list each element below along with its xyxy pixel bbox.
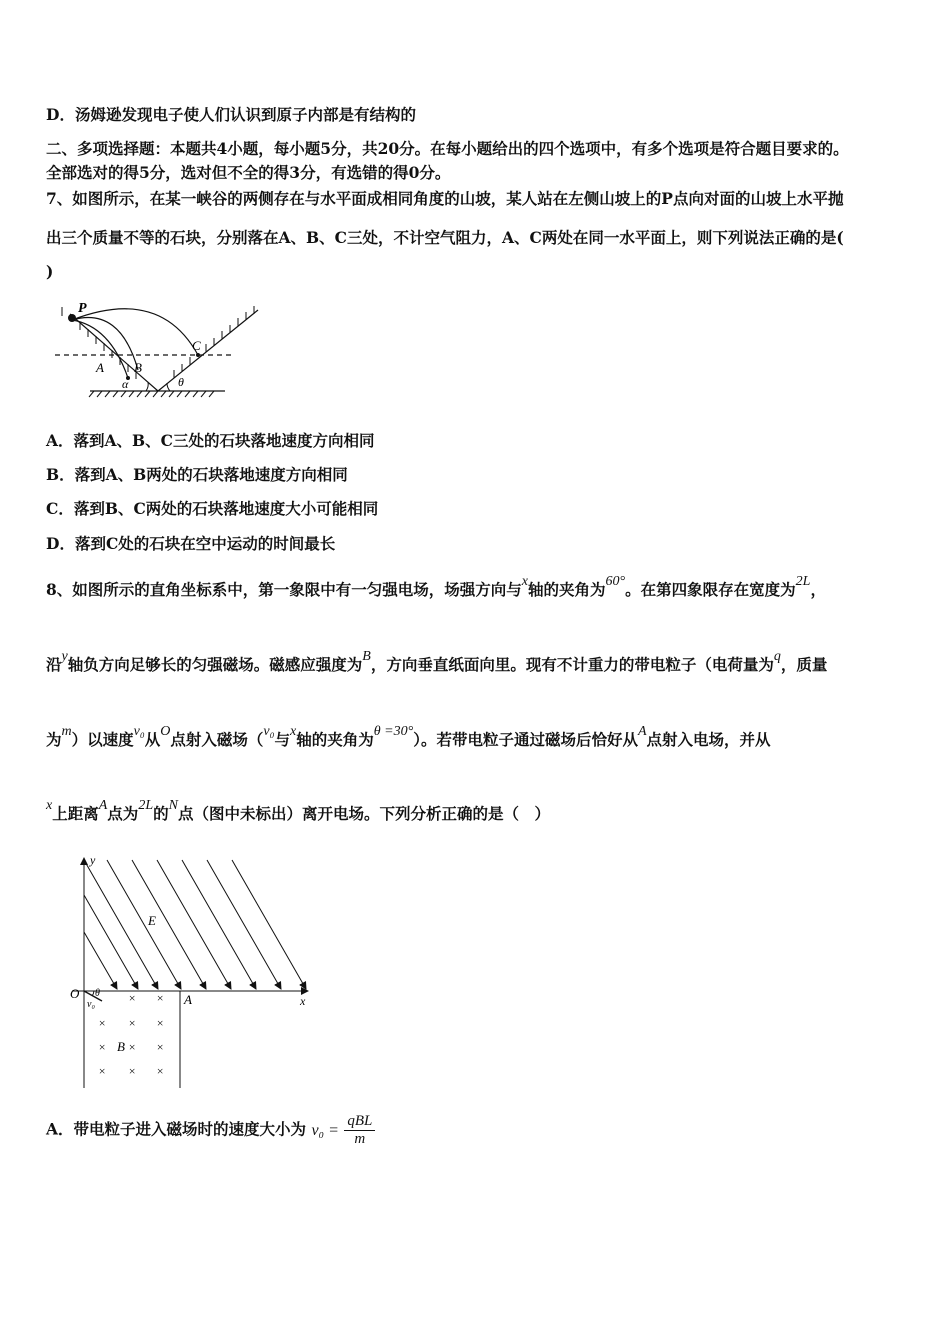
q7-label-theta: θ xyxy=(178,375,184,389)
q8-label-o: O xyxy=(70,986,80,1001)
q7-label-a: A xyxy=(96,360,104,375)
q8-label-v0: v₀ xyxy=(87,999,95,1010)
q7-stem-line1: 7、如图所示，在某一峡谷的两侧存在与水平面成相同角度的山坡，某人站在左侧山坡上的P点向对面的山坡上水平抛 xyxy=(46,189,844,208)
q8-stem-line3: 为m）以速度v₀从O点射入磁场（v₀与x轴的夹角为θ =30°）。若带电粒子通过磁场后恰好从A点射入电场，并从 xyxy=(46,724,771,749)
q7-stem-line2: 出三个质量不等的石块，分别落在A、B、C三处，不计空气阻力，A、C两处在同一水平面上，则下列说法正确的是( xyxy=(46,228,844,247)
q8-stem-line1: 8、如图所示的直角坐标系中，第一象限中有一匀强电场，场强方向与x轴的夹角为60°。在第四象限存在宽度为2L， xyxy=(46,574,826,599)
q8-option-a-lhs: v₀ = xyxy=(311,1121,339,1139)
q8-label-a: A xyxy=(184,992,192,1007)
q8-stem-line4: x上距离A点为2L的N点（图中未标出）离开电场。下列分析正确的是（ ） xyxy=(46,798,550,823)
b-cross: × xyxy=(128,1016,137,1030)
b-cross: × xyxy=(156,1040,165,1054)
q8-option-a: A．带电粒子进入磁场时的速度大小为 v₀ = $\frac{\text{qBL}}{m}$ xyxy=(46,1113,375,1148)
q7-option-c: C．落到B、C两处的石块落地速度大小可能相同 xyxy=(46,499,379,518)
b-cross: × xyxy=(128,1040,137,1054)
q7-option-d: D．落到C处的石块在空中运动的时间最长 xyxy=(46,534,336,553)
q8-label-b: B xyxy=(117,1039,125,1054)
q7-valley-figure xyxy=(50,296,265,406)
q7-label-p: P xyxy=(78,301,87,316)
q8-label-e: E xyxy=(148,913,156,928)
q7-option-a: A．落到A、B、C三处的石块落地速度方向相同 xyxy=(46,431,375,450)
b-cross: × xyxy=(98,1064,107,1078)
q8-label-y: y xyxy=(90,853,96,867)
q7-label-c: C xyxy=(192,338,201,353)
b-cross: × xyxy=(156,991,165,1005)
q8-field-figure xyxy=(62,850,322,1092)
b-cross: × xyxy=(156,1016,165,1030)
q7-stem-line3: ) xyxy=(46,262,54,281)
q7-option-b: B．落到A、B两处的石块落地速度方向相同 xyxy=(46,465,348,484)
q8-label-theta: θ xyxy=(95,988,100,999)
q7-label-alpha: α xyxy=(122,377,129,391)
section2-heading-line2: 全部选对的得5分，选对但不全的得3分，有选错的得0分。 xyxy=(46,163,451,182)
prev-option-d: D．汤姆逊发现电子使人们认识到原子内部是有结构的 xyxy=(46,105,416,124)
q7-label-b: B xyxy=(134,360,142,375)
b-cross: × xyxy=(128,1064,137,1078)
b-cross: × xyxy=(98,1040,107,1054)
section2-heading-line1: 二、多项选择题：本题共4小题，每小题5分，共20分。在每小题给出的四个选项中，有多个选项是符合题目要求的。 xyxy=(46,139,849,158)
q8-label-x: x xyxy=(300,994,306,1008)
b-cross: × xyxy=(128,991,137,1005)
q8-option-a-fraction: $\frac{\text{qBL}}{m}$ xyxy=(344,1113,375,1148)
q8-stem-line2: 沿y轴负方向足够长的匀强磁场。磁感应强度为B，方向垂直纸面向里。现有不计重力的带电粒子（电荷量为q，质量 xyxy=(46,649,828,674)
b-cross: × xyxy=(98,1016,107,1030)
b-cross: × xyxy=(156,1064,165,1078)
